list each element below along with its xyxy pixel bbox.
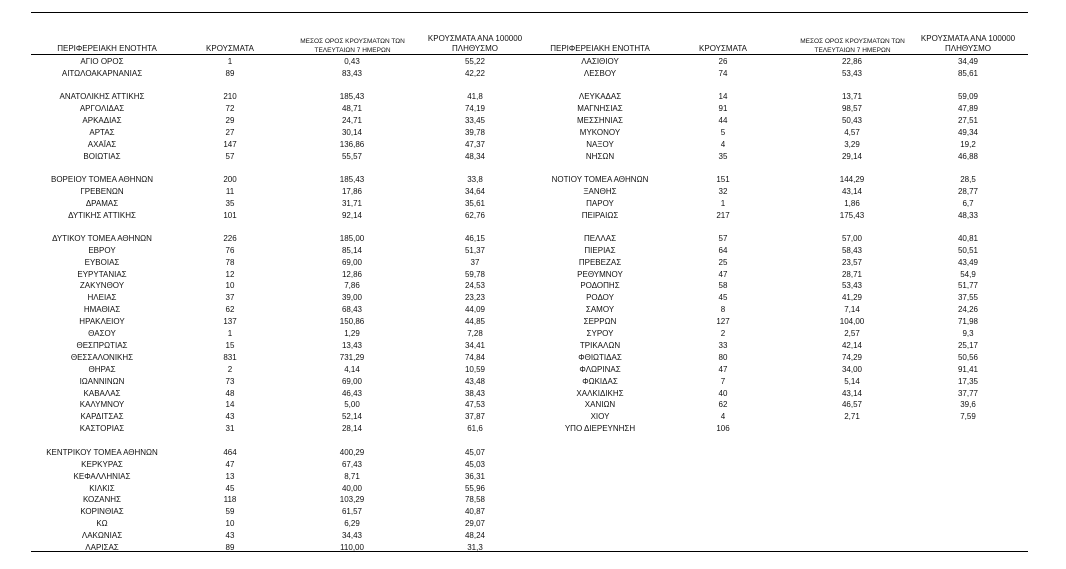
- cell-per100k: 37,55: [957, 293, 979, 302]
- cell-name: ΕΥΡΥΤΑΝΙΑΣ: [77, 270, 127, 279]
- top-rule: [31, 12, 1028, 13]
- cell-avg: 85,14: [341, 246, 363, 255]
- cell-name: ΚΟΡΙΝΘΙΑΣ: [80, 507, 124, 516]
- cell-avg: 185,00: [339, 234, 365, 243]
- cell-avg: 83,43: [341, 69, 363, 78]
- cell-name: ΒΟΡΕΙΟΥ ΤΟΜΕΑ ΑΘΗΝΩΝ: [50, 175, 154, 184]
- cell-cases: 57: [718, 234, 728, 243]
- header-per100k-line1: ΚΡΟΥΣΜΑΤΑ ΑΝΑ 100000: [427, 34, 523, 43]
- cell-name: ΚΩ: [96, 519, 108, 528]
- cell-name: ΠΡΕΒΕΖΑΣ: [578, 258, 622, 267]
- cell-avg: 46,57: [841, 400, 863, 409]
- header-per100k-line2: ΠΛΗΘΥΣΜΟ: [451, 43, 499, 53]
- cell-cases: 33: [718, 341, 728, 350]
- cell-name: ΠΕΙΡΑΙΩΣ: [581, 211, 619, 220]
- header-avg-left: [290, 37, 415, 55]
- cell-cases: 14: [225, 400, 235, 409]
- cell-cases: 5: [720, 128, 726, 137]
- cell-avg: 13,43: [341, 341, 363, 350]
- cell-avg: 2,57: [844, 329, 860, 338]
- cell-avg: 53,43: [841, 69, 863, 78]
- cell-avg: 136,86: [339, 140, 365, 149]
- cell-avg: 55,57: [341, 152, 363, 161]
- cell-avg: 68,43: [341, 305, 363, 314]
- cell-per100k: 37,77: [957, 389, 979, 398]
- cell-avg: 2,71: [844, 412, 860, 421]
- cell-avg: 8,71: [344, 472, 360, 481]
- cell-cases: 25: [718, 258, 728, 267]
- cell-name: ΑΧΑΪΑΣ: [87, 140, 117, 149]
- cell-per100k: 39,78: [464, 128, 486, 137]
- cell-cases: 89: [225, 543, 235, 552]
- cell-avg: 46,43: [341, 389, 363, 398]
- cell-per100k: 48,34: [464, 152, 486, 161]
- cell-cases: 59: [225, 507, 235, 516]
- cell-avg: 7,14: [844, 305, 860, 314]
- cell-per100k: 33,45: [464, 116, 486, 125]
- header-avg-line1: ΜΕΣΟΣ ΟΡΟΣ ΚΡΟΥΣΜΑΤΩΝ ΤΩΝ: [800, 38, 905, 45]
- cell-cases: 11: [225, 187, 235, 196]
- cell-name: ΚΙΛΚΙΣ: [89, 484, 115, 493]
- cell-cases: 26: [718, 57, 728, 66]
- cell-cases: 47: [718, 365, 728, 374]
- cell-per100k: 61,6: [467, 424, 483, 433]
- cell-cases: 10: [225, 281, 235, 290]
- cell-per100k: 59,09: [957, 92, 979, 101]
- cell-name: ΣΑΜΟΥ: [585, 305, 615, 314]
- cell-avg: 39,00: [341, 293, 363, 302]
- cell-cases: 14: [718, 92, 728, 101]
- header-per100k-line1: ΚΡΟΥΣΜΑΤΑ ΑΝΑ 100000: [920, 34, 1016, 43]
- cell-per100k: 10,59: [464, 365, 486, 374]
- header-region-left: ΠΕΡΙΦΕΡΕΙΑΚΗ ΕΝΟΤΗΤΑ: [57, 44, 157, 53]
- cell-avg: 69,00: [341, 377, 363, 386]
- cell-cases: 44: [718, 116, 728, 125]
- cell-avg: 185,43: [339, 175, 365, 184]
- cell-name: ΑΡΓΟΛΙΔΑΣ: [79, 104, 125, 113]
- cell-cases: 200: [223, 175, 237, 184]
- cell-avg: 110,00: [340, 543, 364, 552]
- cell-avg: 103,29: [339, 495, 365, 504]
- cell-cases: 74: [718, 69, 728, 78]
- cell-cases: 91: [718, 104, 728, 113]
- cell-per100k: 28,5: [960, 175, 976, 184]
- cell-per100k: 7,59: [960, 412, 976, 421]
- cell-per100k: 47,53: [464, 400, 486, 409]
- cell-name: ΚΑΛΥΜΝΟΥ: [79, 400, 125, 409]
- cell-name: ΗΡΑΚΛΕΙΟΥ: [79, 317, 125, 326]
- cell-avg: 22,86: [841, 57, 863, 66]
- cell-cases: 4: [720, 412, 726, 421]
- cell-name: ΣΥΡΟΥ: [586, 329, 614, 338]
- cell-name: ΦΛΩΡΙΝΑΣ: [579, 365, 621, 374]
- header-region-right: ΠΕΡΙΦΕΡΕΙΑΚΗ ΕΝΟΤΗΤΑ: [550, 44, 650, 53]
- cell-name: ΛΕΣΒΟΥ: [583, 69, 617, 78]
- cell-cases: 62: [718, 400, 728, 409]
- cell-name: ΕΥΒΟΙΑΣ: [84, 258, 120, 267]
- cell-avg: 5,00: [344, 400, 360, 409]
- cell-per100k: 23,23: [464, 293, 486, 302]
- cell-per100k: 38,43: [464, 389, 486, 398]
- cell-avg: 43,14: [841, 389, 863, 398]
- cell-per100k: 48,24: [464, 531, 486, 540]
- cell-cases: 13: [225, 472, 235, 481]
- cell-per100k: 34,41: [464, 341, 486, 350]
- cell-avg: 1,29: [344, 329, 360, 338]
- cell-cases: 73: [225, 377, 235, 386]
- cell-name: ΦΘΙΩΤΙΔΑΣ: [578, 353, 622, 362]
- cell-name: ΝΗΣΩΝ: [585, 152, 615, 161]
- cell-avg: 52,14: [341, 412, 363, 421]
- cell-avg: 69,00: [341, 258, 363, 267]
- cell-name: ΠΑΡΟΥ: [586, 199, 614, 208]
- cell-avg: 98,57: [841, 104, 863, 113]
- cell-name: ΡΟΔΟΥ: [586, 293, 614, 302]
- cell-cases: 64: [718, 246, 728, 255]
- cell-per100k: 43,49: [957, 258, 979, 267]
- cell-name: ΘΕΣΣΑΛΟΝΙΚΗΣ: [70, 353, 134, 362]
- cell-name: ΛΑΡΙΣΑΣ: [85, 543, 119, 552]
- cell-name: ΜΑΓΝΗΣΙΑΣ: [577, 104, 623, 113]
- cell-avg: 104,00: [839, 317, 865, 326]
- cell-avg: 41,29: [841, 293, 863, 302]
- cell-name: ΡΕΘΥΜΝΟΥ: [577, 270, 623, 279]
- cell-cases: 35: [718, 152, 728, 161]
- cell-per100k: 91,41: [957, 365, 979, 374]
- cell-cases: 151: [716, 175, 730, 184]
- cell-cases: 78: [225, 258, 235, 267]
- cell-name: ΔΥΤΙΚΗΣ ΑΤΤΙΚΗΣ: [68, 211, 136, 220]
- cell-name: ΑΡΤΑΣ: [89, 128, 115, 137]
- cell-name: ΔΡΑΜΑΣ: [85, 199, 119, 208]
- header-per100k-line2: ΠΛΗΘΥΣΜΟ: [944, 43, 992, 53]
- cell-avg: 23,57: [841, 258, 863, 267]
- cell-cases: 29: [225, 116, 235, 125]
- cell-cases: 27: [225, 128, 235, 137]
- cell-avg: 1,86: [844, 199, 860, 208]
- cell-cases: 62: [225, 305, 235, 314]
- cell-name: ΑΝΑΤΟΛΙΚΗΣ ΑΤΤΙΚΗΣ: [59, 92, 145, 101]
- cell-avg: 4,14: [344, 365, 360, 374]
- cell-avg: 400,29: [339, 448, 365, 457]
- header-cases-right: ΚΡΟΥΣΜΑΤΑ: [699, 44, 747, 53]
- cell-cases: 32: [718, 187, 728, 196]
- cell-per100k: 42,22: [464, 69, 486, 78]
- cell-avg: 28,71: [841, 270, 863, 279]
- cell-per100k: 27,51: [957, 116, 979, 125]
- cell-cases: 8: [720, 305, 726, 314]
- cell-name: ΚΑΣΤΟΡΙΑΣ: [79, 424, 125, 433]
- cell-per100k: 7,28: [467, 329, 483, 338]
- header-rule: [31, 54, 1028, 55]
- cell-per100k: 55,96: [464, 484, 486, 493]
- cell-per100k: 34,49: [957, 57, 979, 66]
- cell-per100k: 24,53: [464, 281, 486, 290]
- cell-cases: 2: [227, 365, 233, 374]
- cell-per100k: 33,8: [467, 175, 483, 184]
- cell-cases: 35: [225, 199, 235, 208]
- cell-avg: 58,43: [841, 246, 863, 255]
- cell-name: ΜΕΣΣΗΝΙΑΣ: [577, 116, 623, 125]
- cell-name: ΑΡΚΑΔΙΑΣ: [82, 116, 122, 125]
- cell-avg: 12,86: [341, 270, 363, 279]
- cell-per100k: 62,76: [464, 211, 486, 220]
- cell-name: ΚΕΝΤΡΙΚΟΥ ΤΟΜΕΑ ΑΘΗΝΩΝ: [46, 448, 158, 457]
- cell-cases: 89: [225, 69, 235, 78]
- cell-name: ΤΡΙΚΑΛΩΝ: [579, 341, 621, 350]
- cell-cases: 31: [225, 424, 235, 433]
- cell-cases: 226: [223, 234, 237, 243]
- cell-cases: 57: [225, 152, 235, 161]
- cell-avg: 175,43: [839, 211, 865, 220]
- cell-name: ΔΥΤΙΚΟΥ ΤΟΜΕΑ ΑΘΗΝΩΝ: [52, 234, 152, 243]
- cell-avg: 42,14: [841, 341, 863, 350]
- cell-avg: 731,29: [339, 353, 365, 362]
- cell-per100k: 48,33: [957, 211, 979, 220]
- cell-cases: 2: [720, 329, 726, 338]
- cell-name: ΛΑΣΙΘΙΟΥ: [581, 57, 619, 66]
- cell-avg: 67,43: [341, 460, 363, 469]
- cell-cases: 47: [718, 270, 728, 279]
- cell-avg: 28,14: [341, 424, 363, 433]
- cell-name: ΚΑΒΑΛΑΣ: [83, 389, 121, 398]
- cell-name: ΕΒΡΟΥ: [88, 246, 116, 255]
- cell-name: ΠΕΛΛΑΣ: [583, 234, 617, 243]
- cell-avg: 5,14: [844, 377, 860, 386]
- cell-avg: 50,43: [841, 116, 863, 125]
- cell-cases: 101: [223, 211, 237, 220]
- cell-per100k: 9,3: [962, 329, 974, 338]
- cell-avg: 0,43: [344, 57, 360, 66]
- cell-per100k: 40,81: [957, 234, 979, 243]
- header-per100k-left: [415, 34, 535, 53]
- cell-per100k: 43,48: [464, 377, 486, 386]
- cell-per100k: 41,8: [467, 92, 483, 101]
- cell-avg: 150,86: [339, 317, 365, 326]
- cell-cases: 40: [718, 389, 728, 398]
- bottom-rule: [31, 551, 1028, 552]
- cell-avg: 34,43: [341, 531, 363, 540]
- cell-avg: 4,57: [844, 128, 860, 137]
- cell-name: ΚΑΡΔΙΤΣΑΣ: [80, 412, 124, 421]
- cell-avg: 53,43: [841, 281, 863, 290]
- cell-per100k: 51,77: [957, 281, 979, 290]
- cell-per100k: 74,84: [464, 353, 486, 362]
- cell-per100k: 44,85: [464, 317, 486, 326]
- cell-name: ΡΟΔΟΠΗΣ: [580, 281, 620, 290]
- header-avg-line2: ΤΕΛΕΥΤΑΙΩΝ 7 ΗΜΕΡΩΝ: [314, 47, 391, 54]
- cell-name: ΒΟΙΩΤΙΑΣ: [83, 152, 121, 161]
- cell-per100k: 46,88: [957, 152, 979, 161]
- cell-cases: 45: [718, 293, 728, 302]
- cell-name: ΣΕΡΡΩΝ: [583, 317, 617, 326]
- cell-cases: 7: [720, 377, 726, 386]
- cell-name: ΘΕΣΠΡΩΤΙΑΣ: [76, 341, 128, 350]
- cell-cases: 137: [223, 317, 237, 326]
- cell-name: ΖΑΚΥΝΘΟΥ: [79, 281, 125, 290]
- cell-per100k: 29,07: [464, 519, 486, 528]
- cell-cases: 4: [720, 140, 726, 149]
- cell-cases: 72: [225, 104, 235, 113]
- cell-avg: 43,14: [841, 187, 863, 196]
- cell-name: ΙΩΑΝΝΙΝΩΝ: [79, 377, 125, 386]
- cell-avg: 144,29: [839, 175, 865, 184]
- cell-cases: 58: [718, 281, 728, 290]
- cell-per100k: 51,37: [464, 246, 486, 255]
- cell-avg: 30,14: [341, 128, 363, 137]
- cell-cases: 10: [225, 519, 235, 528]
- cell-per100k: 71,98: [957, 317, 979, 326]
- cell-cases: 48: [225, 389, 235, 398]
- cell-avg: 7,86: [344, 281, 360, 290]
- header-avg-line1: ΜΕΣΟΣ ΟΡΟΣ ΚΡΟΥΣΜΑΤΩΝ ΤΩΝ: [300, 38, 405, 45]
- cell-per100k: 47,89: [957, 104, 979, 113]
- cell-name: ΛΕΥΚΑΔΑΣ: [578, 92, 622, 101]
- cell-per100k: 31,3: [467, 543, 483, 552]
- cell-per100k: 37: [470, 258, 480, 267]
- cell-name: ΚΕΦΑΛΛΗΝΙΑΣ: [73, 472, 131, 481]
- cell-cases: 464: [223, 448, 237, 457]
- cell-name: ΠΙΕΡΙΑΣ: [584, 246, 616, 255]
- cell-per100k: 78,58: [464, 495, 486, 504]
- cell-per100k: 47,37: [464, 140, 486, 149]
- cell-name: ΚΕΡΚΥΡΑΣ: [81, 460, 123, 469]
- cell-per100k: 37,87: [464, 412, 486, 421]
- cell-per100k: 85,61: [957, 69, 979, 78]
- cell-per100k: 45,07: [464, 448, 486, 457]
- cell-name: ΜΥΚΟΝΟΥ: [579, 128, 621, 137]
- header-per100k-right: [908, 34, 1028, 53]
- cell-name: ΓΡΕΒΕΝΩΝ: [80, 187, 124, 196]
- cell-cases: 831: [223, 353, 237, 362]
- cell-name: ΚΟΖΑΝΗΣ: [82, 495, 122, 504]
- cell-name: ΗΛΕΙΑΣ: [87, 293, 117, 302]
- cell-avg: 92,14: [341, 211, 363, 220]
- cell-avg: 48,71: [341, 104, 363, 113]
- cell-cases: 210: [223, 92, 237, 101]
- cell-name: ΑΓΙΟ ΟΡΟΣ: [80, 57, 124, 66]
- cell-avg: 6,29: [344, 519, 360, 528]
- cell-cases: 43: [225, 531, 235, 540]
- cell-per100k: 44,09: [464, 305, 486, 314]
- cell-avg: 3,29: [844, 140, 860, 149]
- cell-per100k: 36,31: [464, 472, 486, 481]
- cell-per100k: 54,9: [960, 270, 976, 279]
- cell-name: ΧΑΛΚΙΔΙΚΗΣ: [576, 389, 624, 398]
- cell-cases: 106: [716, 424, 730, 433]
- cell-name: ΝΟΤΙΟΥ ΤΟΜΕΑ ΑΘΗΝΩΝ: [551, 175, 649, 184]
- cell-name: ΧΑΝΙΩΝ: [584, 400, 616, 409]
- cell-cases: 37: [225, 293, 235, 302]
- cell-avg: 24,71: [341, 116, 363, 125]
- cell-per100k: 74,19: [464, 104, 486, 113]
- cell-name: ΞΑΝΘΗΣ: [583, 187, 617, 196]
- cell-per100k: 24,26: [957, 305, 979, 314]
- cell-cases: 80: [718, 353, 728, 362]
- cell-avg: 17,86: [341, 187, 363, 196]
- cell-per100k: 25,17: [957, 341, 979, 350]
- cell-per100k: 35,61: [464, 199, 486, 208]
- cell-per100k: 19,2: [960, 140, 976, 149]
- header-cases-left: ΚΡΟΥΣΜΑΤΑ: [206, 44, 254, 53]
- cell-per100k: 55,22: [464, 57, 486, 66]
- cell-cases: 15: [225, 341, 235, 350]
- cell-cases: 147: [223, 140, 237, 149]
- cell-cases: 127: [716, 317, 730, 326]
- cell-per100k: 49,34: [957, 128, 979, 137]
- cell-name: ΘΑΣΟΥ: [88, 329, 116, 338]
- cell-name: ΛΑΚΩΝΙΑΣ: [81, 531, 123, 540]
- cell-cases: 1: [720, 199, 726, 208]
- cell-name: ΧΙΟΥ: [590, 412, 610, 421]
- cell-cases: 45: [225, 484, 235, 493]
- cell-avg: 40,00: [341, 484, 363, 493]
- cell-cases: 118: [223, 495, 237, 504]
- cell-avg: 31,71: [341, 199, 363, 208]
- cell-cases: 76: [225, 246, 235, 255]
- cell-name: ΑΙΤΩΛΟΑΚΑΡΝΑΝΙΑΣ: [61, 69, 143, 78]
- cell-per100k: 28,77: [957, 187, 979, 196]
- cell-cases: 1: [227, 57, 233, 66]
- header-avg-line2: ΤΕΛΕΥΤΑΙΩΝ 7 ΗΜΕΡΩΝ: [814, 47, 891, 54]
- cell-avg: 34,00: [841, 365, 863, 374]
- cell-avg: 57,00: [841, 234, 863, 243]
- cell-avg: 185,43: [339, 92, 365, 101]
- cell-cases: 43: [225, 412, 235, 421]
- cell-per100k: 6,7: [962, 199, 974, 208]
- cell-per100k: 50,51: [957, 246, 979, 255]
- cell-per100k: 17,35: [957, 377, 979, 386]
- cell-per100k: 46,15: [464, 234, 486, 243]
- cell-name: ΦΩΚΙΔΑΣ: [582, 377, 618, 386]
- cell-per100k: 50,56: [957, 353, 979, 362]
- cell-name: ΘΗΡΑΣ: [88, 365, 116, 374]
- cell-name: ΗΜΑΘΙΑΣ: [83, 305, 121, 314]
- cell-per100k: 45,03: [464, 460, 486, 469]
- cell-avg: 61,57: [341, 507, 363, 516]
- cell-cases: 217: [716, 211, 730, 220]
- cell-name: ΥΠΟ ΔΙΕΡΕΥΝΗΣΗ: [564, 424, 636, 433]
- cell-avg: 74,29: [841, 353, 863, 362]
- cell-per100k: 34,64: [464, 187, 486, 196]
- cell-cases: 47: [225, 460, 235, 469]
- cell-name: ΝΑΞΟΥ: [586, 140, 614, 149]
- cell-per100k: 39,6: [960, 400, 976, 409]
- header-avg-right: [790, 37, 915, 55]
- cell-avg: 13,71: [841, 92, 863, 101]
- cell-cases: 1: [227, 329, 233, 338]
- cell-per100k: 40,87: [464, 507, 486, 516]
- cell-avg: 29,14: [841, 152, 863, 161]
- cell-cases: 12: [225, 270, 235, 279]
- cell-per100k: 59,78: [464, 270, 486, 279]
